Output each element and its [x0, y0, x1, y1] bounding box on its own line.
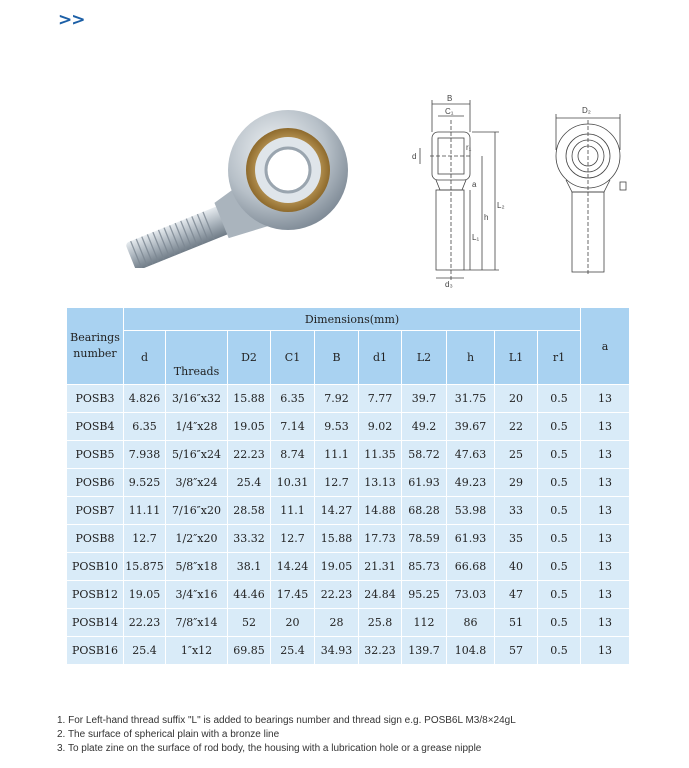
cell-d: 25.4	[124, 637, 166, 665]
cell-l1: 57	[495, 637, 538, 665]
header-a: a	[581, 308, 630, 385]
cell-h: 39.67	[447, 413, 495, 441]
cell-threads: 3/16″x32	[166, 385, 228, 413]
label-d2: D₂	[582, 106, 591, 115]
cell-d1: 9.02	[359, 413, 402, 441]
cell-d: 15.875	[124, 553, 166, 581]
cell-b: 34.93	[315, 637, 359, 665]
cell-d2: 38.1	[228, 553, 271, 581]
cell-l2: 61.93	[402, 469, 447, 497]
cell-d1: 32.23	[359, 637, 402, 665]
cell-d2: 15.88	[228, 385, 271, 413]
cell-l2: 39.7	[402, 385, 447, 413]
side-section-drawing	[400, 90, 520, 290]
label-c1: C₁	[445, 107, 454, 116]
cell-h: 47.63	[447, 441, 495, 469]
cell-a: 13	[581, 609, 630, 637]
front-view-drawing	[548, 100, 638, 280]
cell-c1: 12.7	[271, 525, 315, 553]
cell-model: POSB4	[67, 413, 124, 441]
cell-d: 12.7	[124, 525, 166, 553]
cell-r1: 0.5	[538, 441, 581, 469]
rod-end-bearing-photo	[110, 108, 350, 268]
cell-threads: 3/4″x16	[166, 581, 228, 609]
dimensions-table	[66, 307, 630, 665]
label-h: h	[484, 213, 489, 222]
table-row	[67, 525, 630, 553]
cell-d: 6.35	[124, 413, 166, 441]
cell-r1: 0.5	[538, 637, 581, 665]
cell-c1: 17.45	[271, 581, 315, 609]
cell-b: 11.1	[315, 441, 359, 469]
label-l2: L₂	[497, 201, 505, 210]
header-l1: L1	[495, 331, 538, 385]
cell-a: 13	[581, 413, 630, 441]
cell-d2: 33.32	[228, 525, 271, 553]
cell-b: 7.92	[315, 385, 359, 413]
cell-l2: 85.73	[402, 553, 447, 581]
cell-l2: 58.72	[402, 441, 447, 469]
cell-r1: 0.5	[538, 385, 581, 413]
cell-b: 9.53	[315, 413, 359, 441]
label-a: a	[472, 180, 477, 189]
note-2: 2. The surface of spherical plain with a bronze line	[57, 729, 280, 740]
cell-model: POSB7	[67, 497, 124, 525]
cell-r1: 0.5	[538, 525, 581, 553]
cell-model: POSB3	[67, 385, 124, 413]
cell-h: 31.75	[447, 385, 495, 413]
cell-model: POSB16	[67, 637, 124, 665]
cell-l1: 35	[495, 525, 538, 553]
cell-d1: 24.84	[359, 581, 402, 609]
table-row	[67, 553, 630, 581]
cell-threads: 5/8″x18	[166, 553, 228, 581]
cell-r1: 0.5	[538, 581, 581, 609]
cell-d1: 21.31	[359, 553, 402, 581]
table-row	[67, 469, 630, 497]
notes	[57, 714, 516, 756]
cell-a: 13	[581, 469, 630, 497]
table-row	[67, 441, 630, 469]
cell-d: 11.11	[124, 497, 166, 525]
cell-l1: 51	[495, 609, 538, 637]
cell-d2: 25.4	[228, 469, 271, 497]
header-threads: Threads	[166, 331, 228, 385]
cell-d1: 11.35	[359, 441, 402, 469]
cell-d: 9.525	[124, 469, 166, 497]
note-3: 3. To plate zine on the surface of rod body, the housing with a lubrication hole or a grease nipple	[57, 743, 482, 754]
cell-c1: 11.1	[271, 497, 315, 525]
cell-r1: 0.5	[538, 497, 581, 525]
cell-threads: 1/2″x20	[166, 525, 228, 553]
header-dimensions: Dimensions(mm)	[124, 308, 581, 331]
table-row	[67, 497, 630, 525]
cell-a: 13	[581, 637, 630, 665]
cell-l2: 139.7	[402, 637, 447, 665]
cell-l1: 25	[495, 441, 538, 469]
cell-h: 49.23	[447, 469, 495, 497]
cell-model: POSB5	[67, 441, 124, 469]
header-l2: L2	[402, 331, 447, 385]
cell-d1: 25.8	[359, 609, 402, 637]
cell-d1: 13.13	[359, 469, 402, 497]
table-row	[67, 637, 630, 665]
header-c1: C1	[271, 331, 315, 385]
cell-c1: 25.4	[271, 637, 315, 665]
cell-l2: 112	[402, 609, 447, 637]
cell-d1: 7.77	[359, 385, 402, 413]
cell-threads: 7/16″x20	[166, 497, 228, 525]
cell-l1: 40	[495, 553, 538, 581]
cell-c1: 8.74	[271, 441, 315, 469]
cell-l2: 95.25	[402, 581, 447, 609]
cell-c1: 6.35	[271, 385, 315, 413]
cell-l1: 33	[495, 497, 538, 525]
cell-a: 13	[581, 525, 630, 553]
cell-r1: 0.5	[538, 553, 581, 581]
cell-l1: 29	[495, 469, 538, 497]
cell-d1: 17.73	[359, 525, 402, 553]
cell-b: 14.27	[315, 497, 359, 525]
cell-h: 86	[447, 609, 495, 637]
cell-d: 4.826	[124, 385, 166, 413]
cell-l1: 22	[495, 413, 538, 441]
cell-threads: 5/16″x24	[166, 441, 228, 469]
cell-c1: 7.14	[271, 413, 315, 441]
cell-d: 19.05	[124, 581, 166, 609]
cell-b: 12.7	[315, 469, 359, 497]
cell-threads: 1/4″x28	[166, 413, 228, 441]
table-row	[67, 413, 630, 441]
table-row	[67, 609, 630, 637]
cell-c1: 20	[271, 609, 315, 637]
cell-c1: 10.31	[271, 469, 315, 497]
cell-d: 7.938	[124, 441, 166, 469]
header-r1: r1	[538, 331, 581, 385]
cell-a: 13	[581, 553, 630, 581]
cell-b: 19.05	[315, 553, 359, 581]
cell-b: 28	[315, 609, 359, 637]
label-d3: d₃	[445, 280, 453, 289]
cell-d2: 22.23	[228, 441, 271, 469]
cell-h: 73.03	[447, 581, 495, 609]
cell-h: 53.98	[447, 497, 495, 525]
label-l1: L₁	[472, 233, 480, 242]
cell-d2: 69.85	[228, 637, 271, 665]
cell-d2: 52	[228, 609, 271, 637]
header-arrows: >>	[58, 10, 85, 30]
header-d1: d1	[359, 331, 402, 385]
label-r1: r₁	[466, 143, 472, 152]
cell-h: 104.8	[447, 637, 495, 665]
header-d: d	[124, 331, 166, 385]
cell-d1: 14.88	[359, 497, 402, 525]
cell-model: POSB6	[67, 469, 124, 497]
cell-threads: 3/8″x24	[166, 469, 228, 497]
cell-h: 66.68	[447, 553, 495, 581]
cell-a: 13	[581, 497, 630, 525]
cell-c1: 14.24	[271, 553, 315, 581]
cell-r1: 0.5	[538, 609, 581, 637]
cell-b: 15.88	[315, 525, 359, 553]
header-h: h	[447, 331, 495, 385]
cell-model: POSB14	[67, 609, 124, 637]
cell-model: POSB8	[67, 525, 124, 553]
cell-a: 13	[581, 441, 630, 469]
cell-r1: 0.5	[538, 413, 581, 441]
cell-h: 61.93	[447, 525, 495, 553]
cell-threads: 1″x12	[166, 637, 228, 665]
cell-l2: 78.59	[402, 525, 447, 553]
cell-d2: 19.05	[228, 413, 271, 441]
cell-r1: 0.5	[538, 469, 581, 497]
note-1: 1. For Left-hand thread suffix "L" is added to bearings number and thread sign e.g. POSB6L M3/8×24gL	[57, 715, 516, 726]
table-row	[67, 581, 630, 609]
cell-l2: 49.2	[402, 413, 447, 441]
cell-l1: 20	[495, 385, 538, 413]
header-b: B	[315, 331, 359, 385]
header-d2: D2	[228, 331, 271, 385]
cell-l2: 68.28	[402, 497, 447, 525]
cell-a: 13	[581, 385, 630, 413]
cell-model: POSB12	[67, 581, 124, 609]
cell-model: POSB10	[67, 553, 124, 581]
table-row	[67, 385, 630, 413]
label-d: d	[412, 152, 417, 161]
cell-d2: 28.58	[228, 497, 271, 525]
header-bearings-number: Bearings number	[67, 308, 124, 385]
label-b: B	[447, 94, 453, 103]
cell-b: 22.23	[315, 581, 359, 609]
cell-threads: 7/8″x14	[166, 609, 228, 637]
cell-d2: 44.46	[228, 581, 271, 609]
cell-d: 22.23	[124, 609, 166, 637]
cell-l1: 47	[495, 581, 538, 609]
cell-a: 13	[581, 581, 630, 609]
